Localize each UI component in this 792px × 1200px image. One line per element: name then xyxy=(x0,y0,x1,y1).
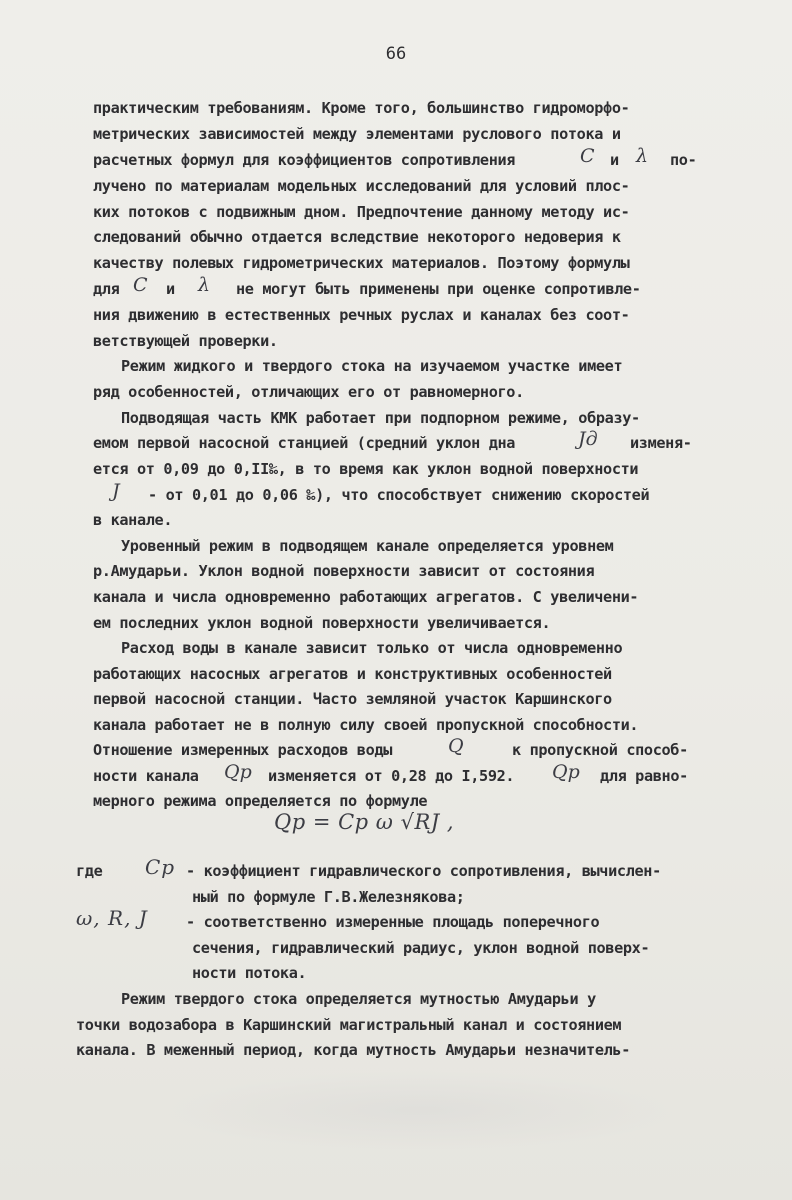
text-line: емом первой насосной станцией (средний уклон дна xyxy=(93,434,516,452)
symbol-lambda: λ xyxy=(198,274,211,296)
text-line: Режим твердого стока определяется мутностью Амударьи у xyxy=(121,990,596,1008)
text-line: ности канала xyxy=(93,767,199,785)
definition-line: ности потока. xyxy=(192,964,307,982)
text-line: ем последних уклон водной поверхности увеличивается. xyxy=(93,614,551,632)
text-line: и xyxy=(166,280,175,298)
text-line: и xyxy=(610,151,619,169)
symbol-c: C xyxy=(133,274,148,296)
symbol-j: J xyxy=(112,480,120,502)
text-line: ких потоков с подвижным дном. Предпочтение данному методу ис- xyxy=(93,203,630,221)
text-line: мерного режима определяется по формуле xyxy=(93,792,428,810)
text-line: изменя- xyxy=(630,434,692,452)
text-line: расчетных формул для коэффициентов сопротивления xyxy=(93,151,516,169)
text-line: ряд особенностей, отличающих его от равномерного. xyxy=(93,383,524,401)
definition-line: сечения, гидравлический радиус, уклон водной поверх- xyxy=(192,939,650,957)
text-line: Расход воды в канале зависит только от числа одновременно xyxy=(121,639,623,657)
symbol-qp: Qp xyxy=(224,761,252,783)
text-line: изменяется от 0,28 до I,592. xyxy=(268,767,515,785)
text-line: лучено по материалам модельных исследований для условий плос- xyxy=(93,177,630,195)
symbol-lambda: λ xyxy=(636,145,649,167)
text-line: ветствующей проверки. xyxy=(93,332,278,350)
text-line: - от 0,01 до 0,06 ‰), что способствует снижению скоростей xyxy=(148,486,650,504)
text-line: по- xyxy=(670,151,697,169)
text-line: не могут быть применены при оценке сопротивле- xyxy=(236,280,641,298)
text-line: р.Амударьи. Уклон водной поверхности зависит от состояния xyxy=(93,562,595,580)
symbol-wrj: ω, R, J xyxy=(76,906,148,930)
text-line: следований обычно отдается вследствие некоторого недоверия к xyxy=(93,228,621,246)
text-line: канала. В меженный период, когда мутность Амударьи незначитель- xyxy=(76,1041,631,1059)
text-line: Режим жидкого и твердого стока на изучаемом участке имеет xyxy=(121,357,623,375)
where-label: где xyxy=(76,862,103,880)
text-line: работающих насосных агрегатов и конструктивных особенностей xyxy=(93,665,612,683)
text-line: для xyxy=(93,280,120,298)
text-line: Уровенный режим в подводящем канале определяется уровнем xyxy=(121,537,614,555)
show-through-shadow xyxy=(160,1070,680,1150)
page-number: 66 xyxy=(385,44,407,64)
text-line: для равно- xyxy=(600,767,688,785)
definition-line: ный по формуле Г.В.Железнякова; xyxy=(192,888,465,906)
symbol-q: Q xyxy=(448,735,464,757)
text-line: канала и числа одновременно работающих агрегатов. С увеличени- xyxy=(93,588,639,606)
text-line: ния движению в естественных речных руслах и каналах без соот- xyxy=(93,306,630,324)
symbol-jd: Jд xyxy=(578,428,598,450)
text-line: практическим требованиям. Кроме того, большинство гидроморфо- xyxy=(93,99,630,117)
text-line: точки водозабора в Каршинский магистральный канал и состоянием xyxy=(76,1016,622,1034)
text-line: канала работает не в полную силу своей пропускной способности. xyxy=(93,716,639,734)
text-line: в канале. xyxy=(93,511,173,529)
text-line: ется от 0,09 до 0,II‰, в то время как уклон водной поверхности xyxy=(93,460,639,478)
text-line: первой насосной станции. Часто земляной участок Каршинского xyxy=(93,690,612,708)
text-line: Отношение измеренных расходов воды xyxy=(93,741,392,759)
symbol-c: C xyxy=(580,145,595,167)
definition-line: - коэффициент гидравлического сопротивления, вычислен- xyxy=(186,862,661,880)
symbol-qp: Qp xyxy=(552,761,580,783)
flow-formula: Qp = Cp ω √RJ , xyxy=(274,810,455,834)
symbol-cp: Cp xyxy=(145,855,176,879)
text-line: метрических зависимостей между элементами руслового потока и xyxy=(93,125,621,143)
text-line: качеству полевых гидрометрических материалов. Поэтому формулы xyxy=(93,254,630,272)
text-line: к пропускной способ- xyxy=(512,741,688,759)
definition-line: - соответственно измеренные площадь поперечного xyxy=(186,913,600,931)
text-line: Подводящая часть КМК работает при подпорном режиме, образу- xyxy=(121,409,640,427)
